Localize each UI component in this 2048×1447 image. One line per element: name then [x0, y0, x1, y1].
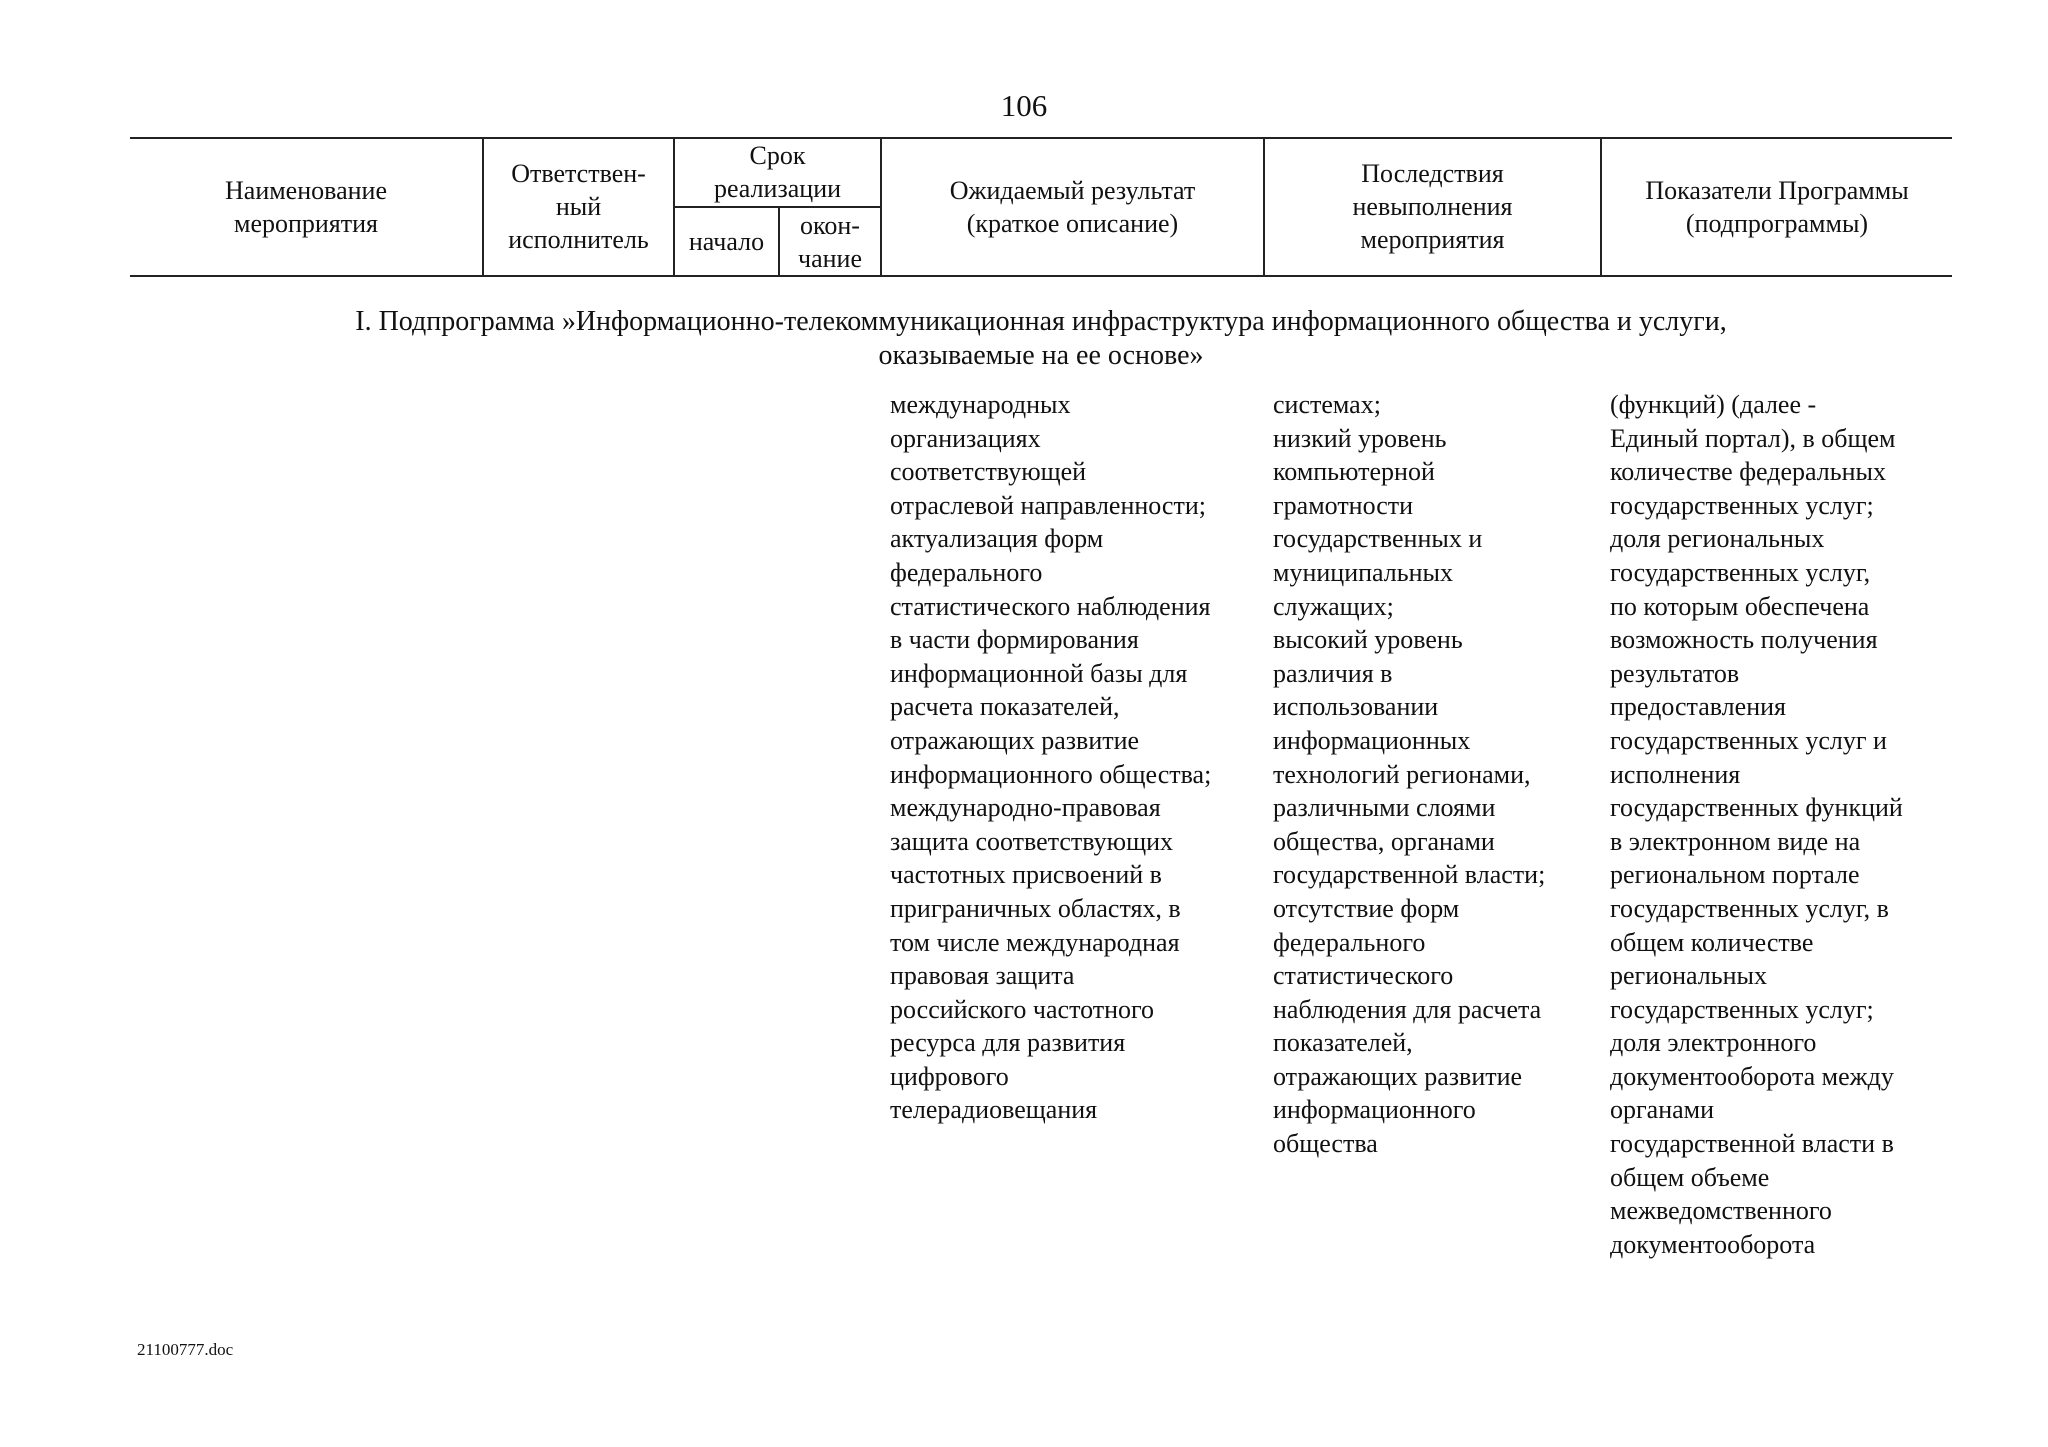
result-column-text: международных организациях соответствующей отраслевой направленности; актуализация форм федерального статистического наблюдения в части формирования информационной базы для расчета показателей, отражающих развитие информационного общества; международно-правовая защита соответствующих частотных присвоений в приграничных областях, в том числе международная правовая защита российского частотного ресурса для развития цифрового телерадиовещания [890, 390, 1212, 1125]
header-result: Ожидаемый результат (краткое описание) [949, 175, 1196, 238]
header-term: Срок реализации [713, 141, 842, 203]
consequences-column-text: системах; низкий уровень компьютерной грамотности государственных и муниципальных служащих; высокий уровень различия в использовании информационных технологий регионами, различными слоями общества, органами государственной власти; отсутствие форм федерального статистического наблюдения для расчета показателей, отражающих развитие информационного общества [1273, 390, 1546, 1159]
header-start: начало [688, 227, 765, 256]
header-indicators: Показатели Программы (подпрограммы) [1645, 175, 1909, 238]
table-bottom-rule [130, 275, 1952, 277]
indicators-column-text: (функций) (далее - Единый портал), в общем количестве федеральных государственных услуг; доля региональных государственных услуг, по которым обеспечена возможность получения результатов предоставления государственных услуг и исполнения государственных функций в электронном виде на региональном портале государственных услуг, в общем количестве региональных государственных услуг; доля электронного документооборота между органами государственной власти в общем объеме межведомственного документооборота [1610, 390, 1903, 1259]
section-title: I. Подпрограмма »Информационно-телекоммуникационная инфраструктура информационного общества и услуги, оказываемые на ее основе» [355, 306, 1727, 371]
header-name: Наименование мероприятия [225, 175, 387, 238]
header-end: окон- чание [798, 210, 862, 273]
header-responsible: Ответствен- ный исполнитель [508, 159, 649, 254]
footer-filename: 21100777.doc [137, 1340, 234, 1359]
header-consequences: Последствия невыполнения мероприятия [1352, 159, 1513, 254]
page-number: 106 [1000, 88, 1048, 123]
